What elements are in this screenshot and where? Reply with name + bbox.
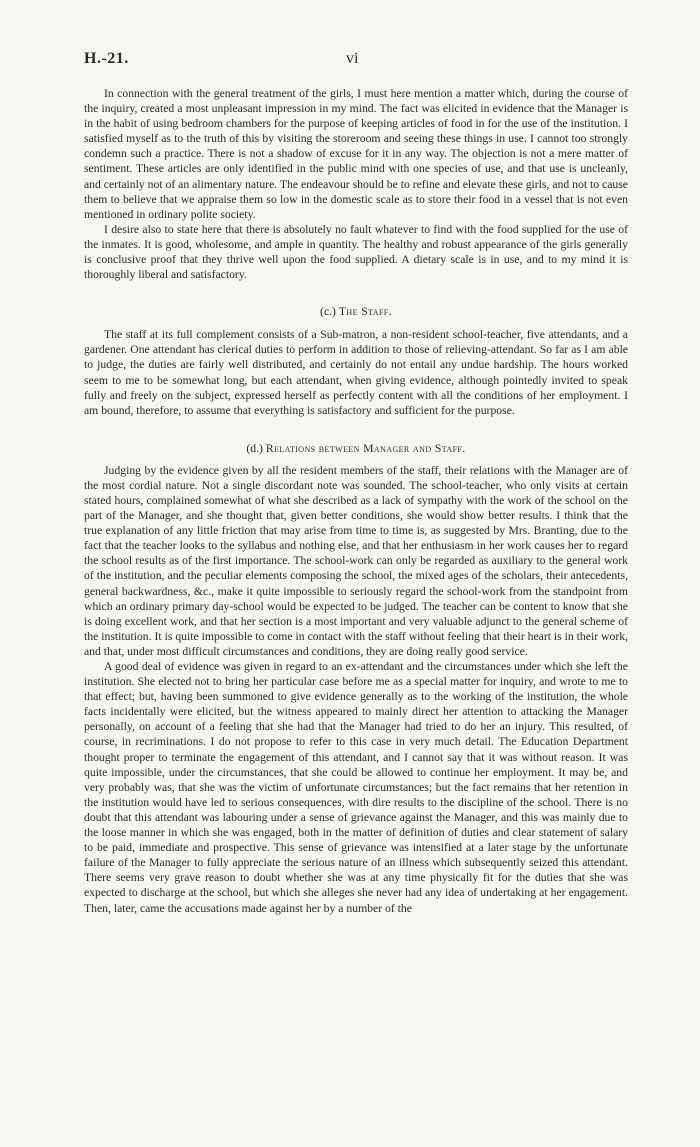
section-label: (d.): [246, 441, 263, 455]
section-heading-staff: [84, 304, 628, 319]
page-header: [84, 50, 628, 70]
paragraph-relations: Judging by the evidence given by all the resident members of the staff, their relations with the Manager are of the most cordial nature. Not a single discordant note was sounded. The school-teacher, who only visits at certain stated hours, complained somewhat of what she described as a lack of sympathy with the work of the school on the part of the Manager, and she thought that, given better conditions, she would show better results. I think that the true explanation of any little friction that may arise from time to time is, as suggested by Mrs. Branting, due to the fact that the teacher looks to the syllabus and nothing else, and that her enthusiasm in her work causes her to regard the school results as of the first importance. The school-work can only be regarded as auxiliary to the general work of the institution, and the peculiar elements composing the school, the mixed ages of the scholars, their antecedents, general backwardness, &c., make it quite impossible to seriously regard the school-work from the standpoint from which an ordinary primary day-school would be expected to be judged. The teacher can be content to know that she is doing excellent work, and that her section is a most important and very valuable adjunct to the general scheme of the institution. It is quite impossible to come in contact with the staff without feeling that their heart is in their work, and that, under most difficult circumstances and conditions, they are doing really good service.: [84, 463, 628, 658]
paragraph-staff: The staff at its full complement consists of a Sub-matron, a non-resident school-teacher, five attendants, and a gardener. One attendant has clerical duties to perform in addition to those of relieving-attendant. So far as I am able to judge, the duties are fairly well distributed, and certainly do not entail any undue hardship. The hours worked seem to me to be somewhat long, but each attendant, when giving evidence, although pointedly invited to speak fully and freely on the subject, expressed herself as perfectly content with all the conditions of her employment. I am bound, therefore, to assume that everything is satisfactory and sufficient for the purpose.: [84, 328, 628, 417]
section-title: Relations between Manager and Staff.: [265, 441, 466, 455]
section-label: (c.): [320, 305, 336, 319]
page-number: vi: [346, 50, 359, 67]
section-heading-relations: [84, 441, 628, 456]
paragraph-food-quality: I desire also to state here that there is absolutely no fault whatever to find with the food supplied for the use of the inmates. It is good, wholesome, and ample in quantity. The healthy and robust appearance of the girls generally is conclusive proof that they thrive well upon the food supplied. A dietary scale is in use, and to my mind it is thoroughly liberal and satisfactory.: [84, 222, 628, 282]
document-reference: H.-21.: [84, 50, 129, 67]
paragraph-food-storage: In connection with the general treatment of the girls, I must here mention a matter which, during the course of the inquiry, created a most unpleasant impression in my mind. The fact was elicited in evidence that the Manager is in the habit of using bedroom chambers for the purpose of keeping articles of food in for the use of the institution. I satisfied myself as to the truth of this by visiting the storeroom and seeing these things in use. I cannot too strongly condemn such a practice. There is not a shadow of excuse for it in any way. The objection is not a mere matter of sentiment. These articles are only identified in the public mind with one species of use, and that use is uncleanly, and certainly not of an alimentary nature. The endeavour should be to refine and elevate these girls, and not to cause them to believe that we appraise them so low in the domestic scale as to store their food in a vessel that is not even mentioned in ordinary polite society.: [84, 87, 628, 221]
paragraph-ex-attendant: A good deal of evidence was given in regard to an ex-attendant and the circumstances under which she left the institution. She elected not to bring her particular case before me as a special matter for inquiry, and wrote to me to that effect; but, having been summoned to give evidence generally as to the working of the institution, the whole facts incidentally were elicited, but the witness appeared to mainly direct her attention to attacking the Manager personally, on account of a feeling that she had that the Manager had tried to do her an injury. This resulted, of course, in recriminations. I do not propose to refer to this case in very much detail. The Education Department thought proper to terminate the engagement of this attendant, and I cannot say that it was without reason. It was quite impossible, under the circumstances, that she could be allowed to continue her employment. It may be, and very probably was, that she was the victim of unfortunate circumstances; but the fact remains that her retention in the institution would have led to serious consequences, with dire results to the discipline of the school. There is no doubt that this attendant was labouring under a sense of grievance against the Manager, and this was mainly due to the loose manner in which she was engaged, both in the matter of definition of duties and clear statement of salary to be paid, immediate and prospective. This sense of grievance was intensified at a later stage by the unfortunate failure of the Manager to fully appreciate the serious nature of an illness which subsequently seized this attendant. There seems very grave reason to doubt whether she was at any time physically fit for the duties that she was expected to discharge at the school, but which she alleges she never had any idea of undertaking at her engagement. Then, later, came the accusations made against her by a number of the: [84, 660, 628, 915]
document-body: [84, 86, 628, 916]
section-title: The Staff.: [338, 305, 392, 319]
